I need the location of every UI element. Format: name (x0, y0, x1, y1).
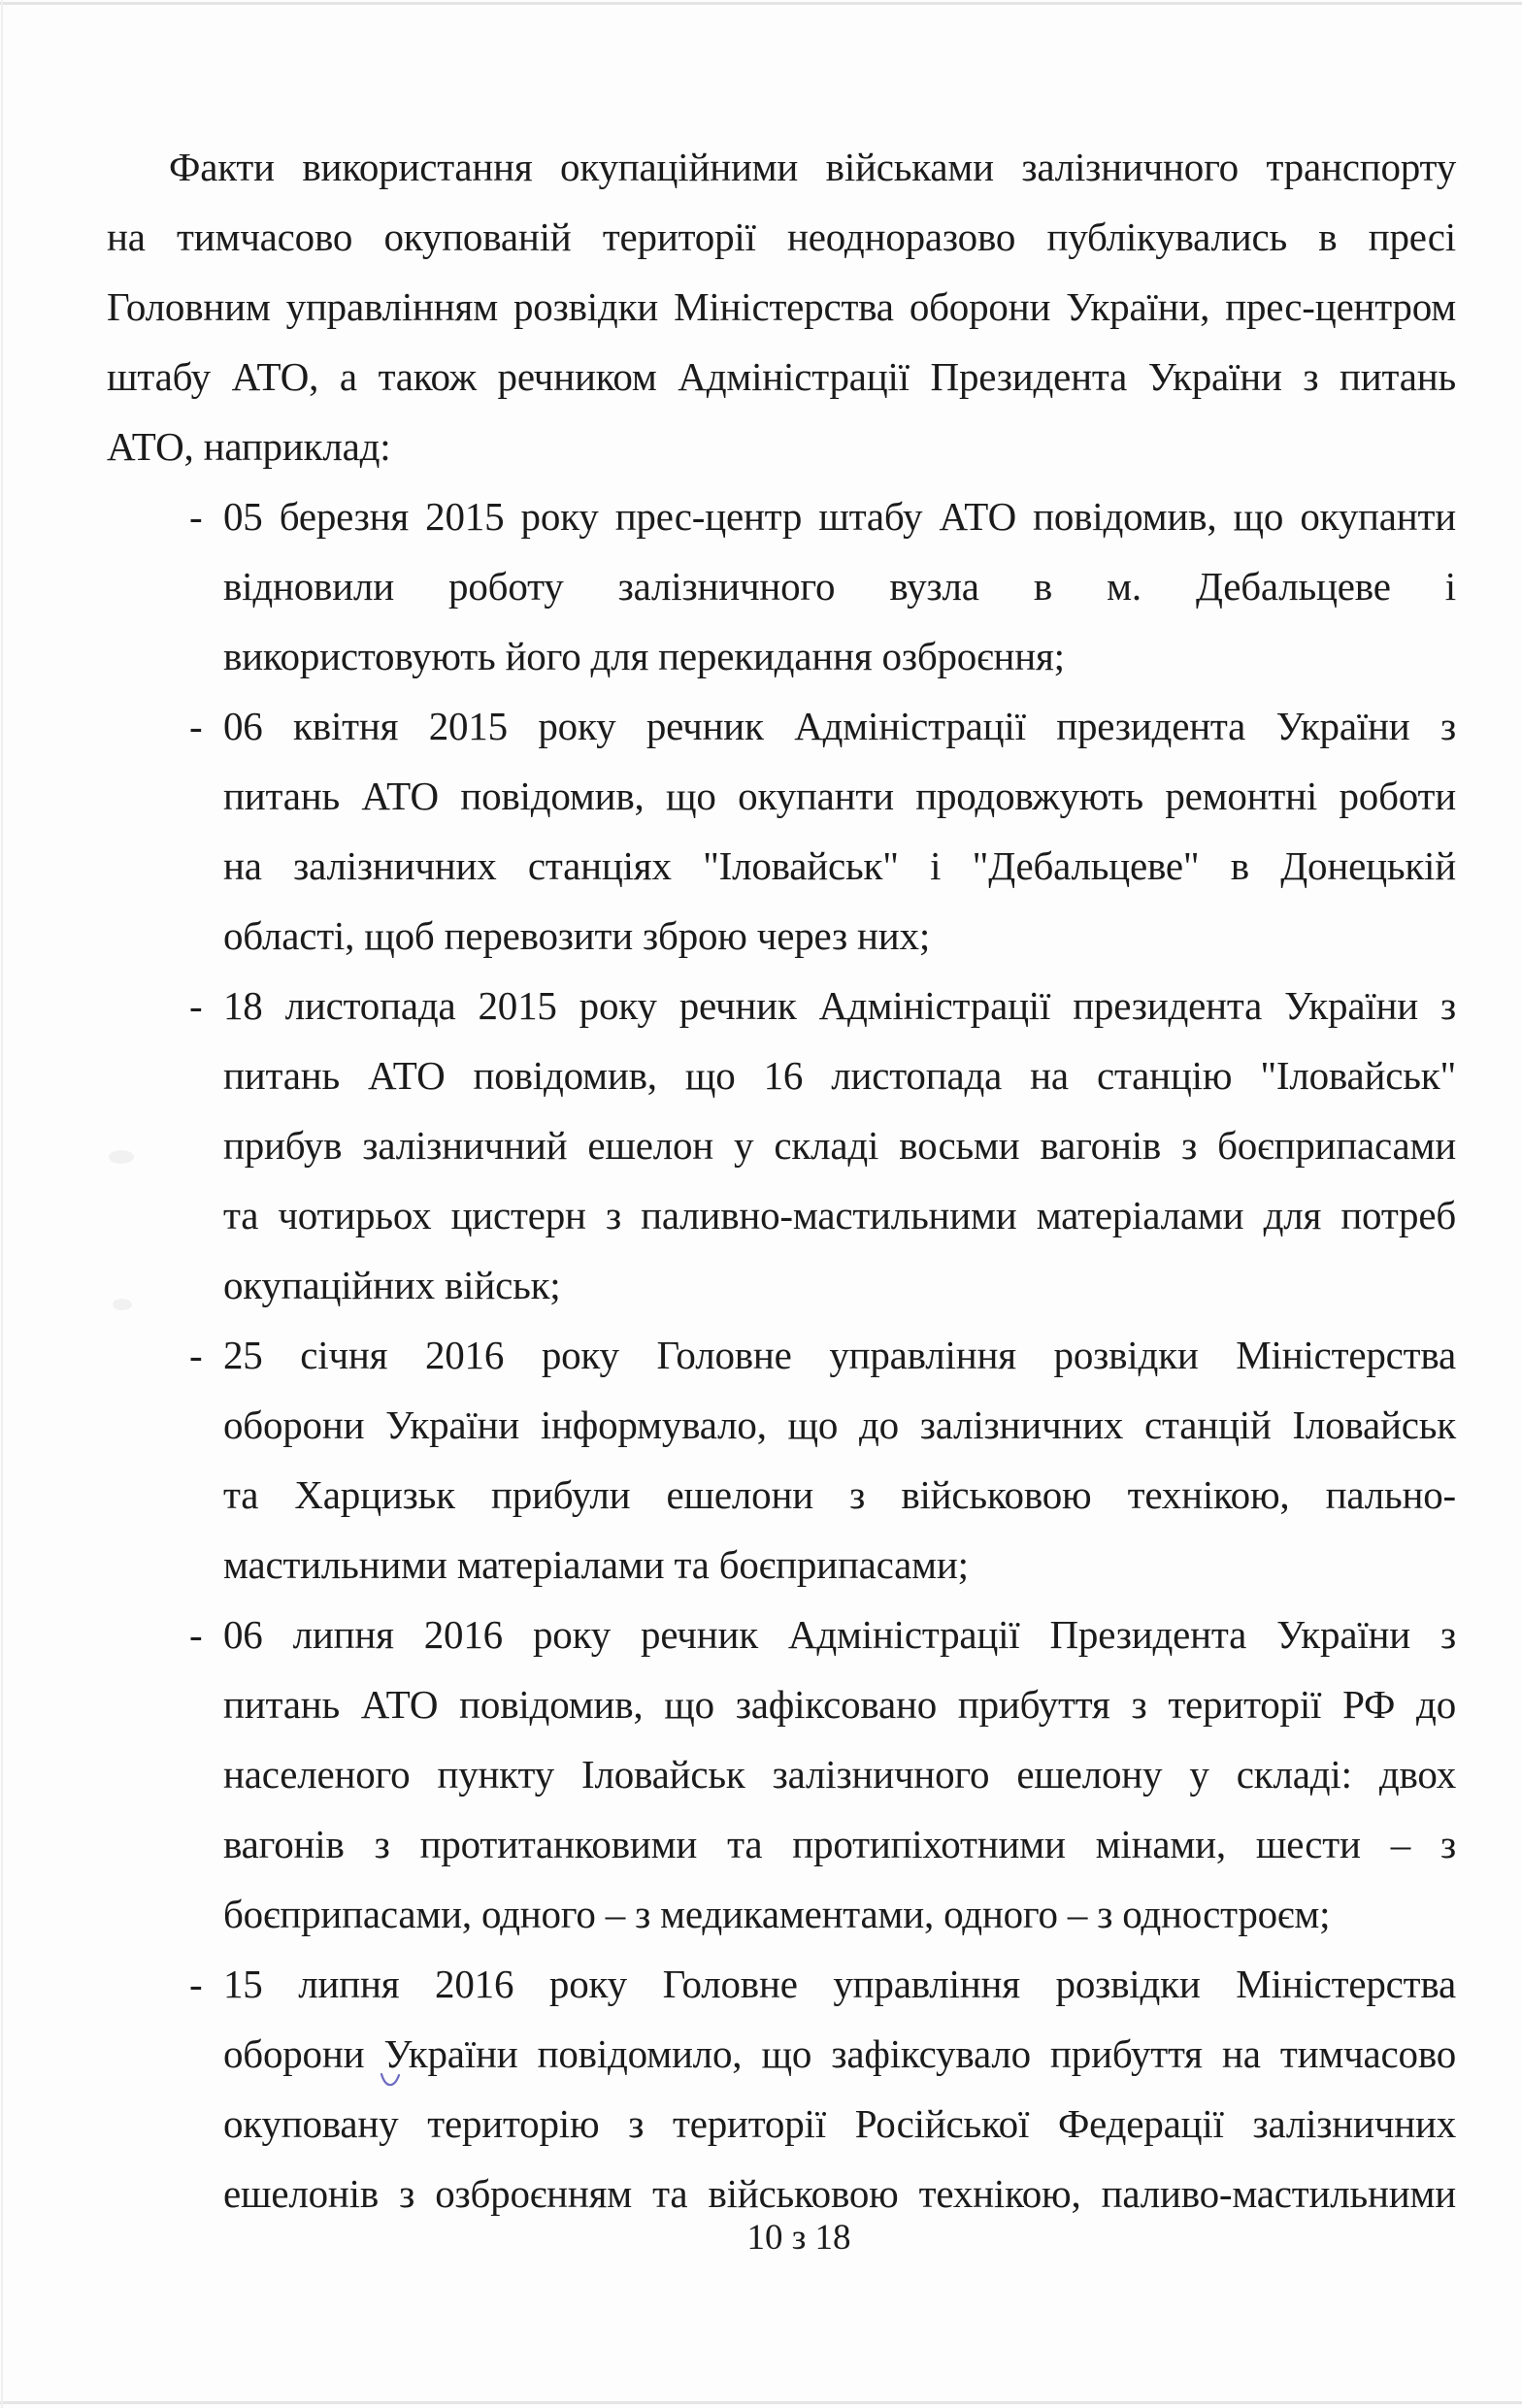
paragraph-line (107, 342, 1456, 412)
list-item-line (107, 1250, 1456, 1320)
bullet-dash-icon: - (189, 494, 203, 539)
line-text: Головним управлінням розвідки Міністерства оборони України, прес-центром (107, 284, 1456, 329)
line-text: 18 листопада 2015 року речник Адміністрації президента України з (223, 983, 1456, 1028)
pen-mark-icon (379, 2071, 402, 2089)
line-text: АТО, наприклад: (107, 424, 391, 469)
line-text: 06 липня 2016 року речник Адміністрації Президента України з (223, 1612, 1456, 1657)
page-number: 10 з 18 (746, 2218, 851, 2258)
list-item-line (107, 1320, 1456, 1390)
line-text: оборони України інформувало, що до залізничних станцій Іловайськ (223, 1402, 1456, 1447)
line-text: 15 липня 2016 року Головне управління розвідки Міністерства (223, 1962, 1456, 2006)
line-text: питань АТО повідомив, що зафіксовано прибуття з території РФ до (223, 1682, 1456, 1727)
line-text: на тимчасово окупованій території неодноразово публікувались в пресі (107, 214, 1456, 259)
paragraph-line (107, 272, 1456, 342)
list-item-line (107, 481, 1456, 551)
list-item-line (107, 1949, 1456, 2019)
list-item-line (107, 2089, 1456, 2159)
list-item-line (107, 761, 1456, 831)
line-text: питань АТО повідомив, що 16 листопада на станцію "Іловайськ" (223, 1053, 1456, 1098)
line-text: 06 квітня 2015 року речник Адміністрації президента України з (223, 704, 1456, 748)
list-item-line (107, 2019, 1456, 2089)
list-item-line (107, 1110, 1456, 1180)
line-text: вагонів з протитанковими та протипіхотними мінами, шести – з (223, 1822, 1456, 1866)
list-item-line (107, 1040, 1456, 1110)
bullet-dash-icon: - (189, 1612, 203, 1657)
list-item-line (107, 691, 1456, 761)
bullet-dash-icon: - (189, 1962, 203, 2006)
list-item-line (107, 901, 1456, 971)
list-item-line (107, 551, 1456, 621)
list-item-line (107, 1390, 1456, 1460)
list-item-line (107, 1600, 1456, 1669)
line-text: оборони України повідомило, що зафіксувало прибуття на тимчасово (223, 2031, 1456, 2076)
line-text: мастильними матеріалами та боєприпасами; (223, 1542, 969, 1587)
list-item-line (107, 1809, 1456, 1879)
line-text: окуповану територію з території Російської Федерації залізничних (223, 2101, 1456, 2146)
line-text: ешелонів з озброєнням та військовою технікою, паливо-мастильними (223, 2171, 1456, 2216)
line-text: Факти використання окупаційними військами залізничного транспорту (169, 145, 1456, 189)
list-item-line (107, 1879, 1456, 1949)
paragraph-line (107, 202, 1456, 272)
scan-edge-bottom (0, 2401, 1522, 2404)
list-item-line (107, 621, 1456, 691)
line-text: та чотирьох цистерн з паливно-мастильними матеріалами для потреб (223, 1193, 1456, 1237)
list-item-line (107, 971, 1456, 1040)
paragraph-line (107, 132, 1456, 202)
scan-edge-left (1, 0, 3, 2408)
line-text: відновили роботу залізничного вузла в м. Дебальцеве і (223, 564, 1456, 609)
line-text: та Харцизьк прибули ешелони з військовою технікою, пально- (223, 1472, 1456, 1517)
scan-edge-top (0, 2, 1522, 5)
line-text: прибув залізничний ешелон у складі восьми вагонів з боєприпасами (223, 1123, 1456, 1168)
list-item-line (107, 1530, 1456, 1600)
bullet-dash-icon: - (189, 1333, 203, 1377)
text-block (107, 132, 1456, 2228)
line-text: 25 січня 2016 року Головне управління розвідки Міністерства (223, 1333, 1456, 1377)
list-item-line (107, 1460, 1456, 1530)
list-item-line (107, 1180, 1456, 1250)
line-text: населеного пункту Іловайськ залізничного ешелону у складі: двох (223, 1752, 1456, 1797)
scan-smudge (109, 1150, 134, 1164)
bullet-dash-icon: - (189, 704, 203, 748)
list-item-line (107, 1669, 1456, 1739)
paragraph-line (107, 412, 1456, 481)
line-text: області, щоб перевозити зброю через них; (223, 913, 931, 958)
list-item-line (107, 831, 1456, 901)
line-text: штабу АТО, а також речником Адміністрації Президента України з питань (107, 354, 1456, 399)
line-text: на залізничних станціях "Іловайськ" і "Дебальцеве" в Донецькій (223, 843, 1456, 888)
line-text: використовують його для перекидання озброєння; (223, 634, 1065, 678)
bullet-dash-icon: - (189, 983, 203, 1028)
line-text: боєприпасами, одного – з медикаментами, одного – з одностроєм; (223, 1892, 1331, 1936)
line-text: питань АТО повідомив, що окупанти продовжують ремонтні роботи (223, 774, 1456, 818)
list-item-line (107, 1739, 1456, 1809)
scan-smudge (113, 1299, 132, 1310)
line-text: окупаційних військ; (223, 1263, 561, 1307)
line-text: 05 березня 2015 року прес-центр штабу АТО повідомив, що окупанти (223, 494, 1456, 539)
